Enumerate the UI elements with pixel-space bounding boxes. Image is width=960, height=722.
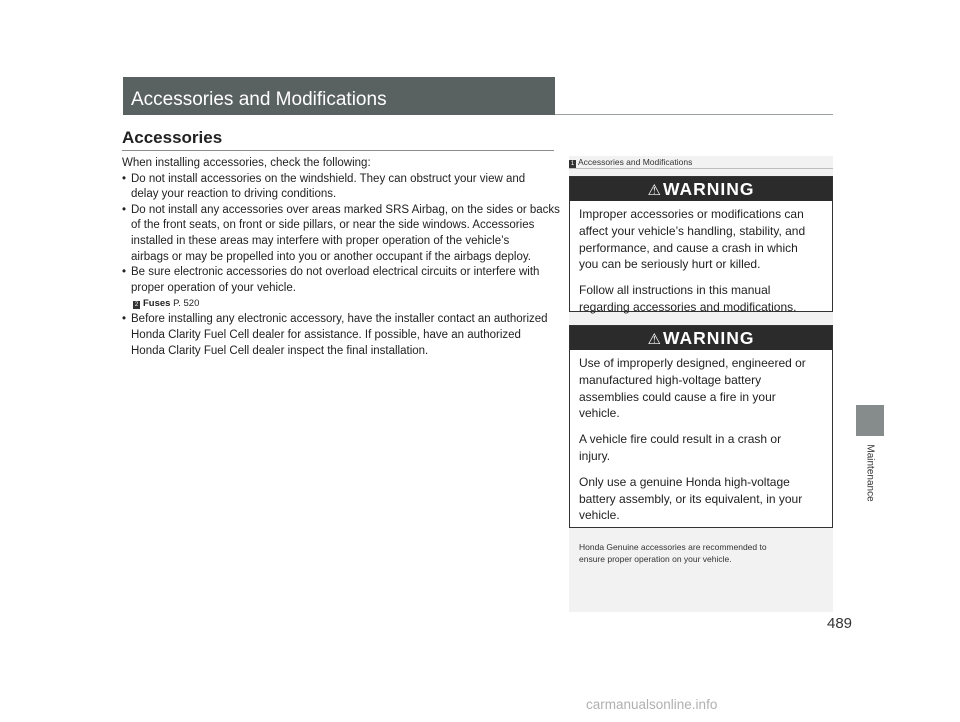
- info-marker-icon: 1: [570, 161, 575, 167]
- warning-icon: ⚠: [647, 182, 662, 199]
- warning-line: vehicle.: [579, 508, 620, 523]
- section-tab[interactable]: [856, 440, 884, 506]
- arrow-icon: 2: [134, 302, 139, 309]
- sidebar-note: [579, 541, 819, 565]
- warning-label: WARNING: [662, 328, 755, 348]
- list-item-line: Be sure electronic accessories do not overload electrical circuits or interfere with: [131, 266, 540, 279]
- warning-line: A vehicle fire could result in a crash or: [579, 432, 782, 447]
- note-line: ensure proper operation on your vehicle.: [579, 554, 732, 564]
- header-rule: [555, 114, 833, 115]
- section-title-bar: [123, 77, 555, 115]
- bullet-dot: •: [122, 313, 127, 326]
- warning-box: [569, 325, 833, 528]
- list-item-line: Honda Clarity Fuel Cell dealer inspect the final installation.: [131, 344, 429, 357]
- xref-page: P. 520: [173, 298, 200, 310]
- list-item: [122, 312, 562, 359]
- xref-label: Fuses: [143, 298, 171, 310]
- warning-line: assemblies could cause a fire in your: [579, 389, 776, 404]
- warning-line: Only use a genuine Honda high-voltage: [579, 474, 790, 489]
- page-heading: Accessories: [122, 128, 223, 147]
- list-item: [122, 203, 562, 265]
- intro-text: When installing accessories, check the following:: [122, 157, 371, 169]
- list-item-line: proper operation of your vehicle.: [131, 281, 296, 294]
- warning-line: injury.: [579, 448, 611, 463]
- section-tab-label: Maintenance: [864, 444, 876, 502]
- list-item-line: Do not install accessories on the windshield. They can obstruct your view and: [131, 172, 526, 185]
- warning-line: Use of improperly designed, engineered or: [579, 356, 806, 370]
- warning-line: regarding accessories and modifications.: [579, 299, 797, 314]
- sidebar-title-text: Accessories and Modifications: [578, 157, 693, 167]
- page-number: 489: [827, 615, 853, 632]
- sidebar-title: [569, 157, 692, 168]
- warning-box: [569, 176, 833, 312]
- list-item-line: Before installing any electronic accessory, have the installer contact an authorized: [131, 313, 548, 326]
- warning-line: affect your vehicle’s handling, stability, and: [579, 223, 806, 238]
- warning-text: [570, 350, 832, 532]
- sidebar-rule: [569, 168, 833, 169]
- warning-line: manufactured high-voltage battery: [579, 372, 762, 387]
- list-item-line: Honda Clarity Fuel Cell dealer for assistance. If possible, have an authorized: [131, 328, 521, 341]
- warning-header: [570, 177, 832, 201]
- warning-icon: ⚠: [647, 331, 662, 348]
- warning-text: [570, 201, 832, 324]
- section-tab-marker: [856, 405, 884, 436]
- warning-line: vehicle.: [579, 406, 620, 421]
- bullet-dot: •: [122, 266, 127, 279]
- warning-line: Follow all instructions in this manual: [579, 283, 771, 298]
- watermark: carmanualsonline.info: [586, 697, 718, 712]
- list-item-line: delay your reaction to driving conditions.: [131, 188, 337, 201]
- bullet-dot: •: [122, 203, 127, 216]
- warning-line: performance, and cause a crash in which: [579, 240, 798, 255]
- section-title: Accessories and Modifications: [131, 89, 387, 110]
- list-item-line: airbags or may be propelled into you or another occupant if the airbags deploy.: [131, 250, 531, 263]
- heading-rule: [122, 150, 554, 151]
- fuses-cross-reference[interactable]: [122, 296, 562, 312]
- warning-label: WARNING: [662, 179, 755, 199]
- warning-line: Improper accessories or modifications can: [579, 207, 804, 221]
- warning-line: you can be seriously hurt or killed.: [579, 257, 761, 272]
- note-line: Honda Genuine accessories are recommended to: [579, 542, 767, 552]
- list-item: [122, 172, 562, 203]
- list-item: [122, 265, 562, 296]
- warning-line: battery assembly, or its equivalent, in your: [579, 491, 803, 506]
- list-item-line: Do not install any accessories over areas marked SRS Airbag, on the sides or backs: [131, 203, 560, 216]
- list-item-line: installed in these areas may interfere with proper operation of the vehicle’s: [131, 234, 510, 247]
- list-item-line: of the front seats, on front or side pillars, or near the side windows. Accessories: [131, 219, 535, 232]
- warning-header: [570, 326, 832, 350]
- bullet-dot: •: [122, 172, 127, 185]
- body-text: [122, 156, 562, 359]
